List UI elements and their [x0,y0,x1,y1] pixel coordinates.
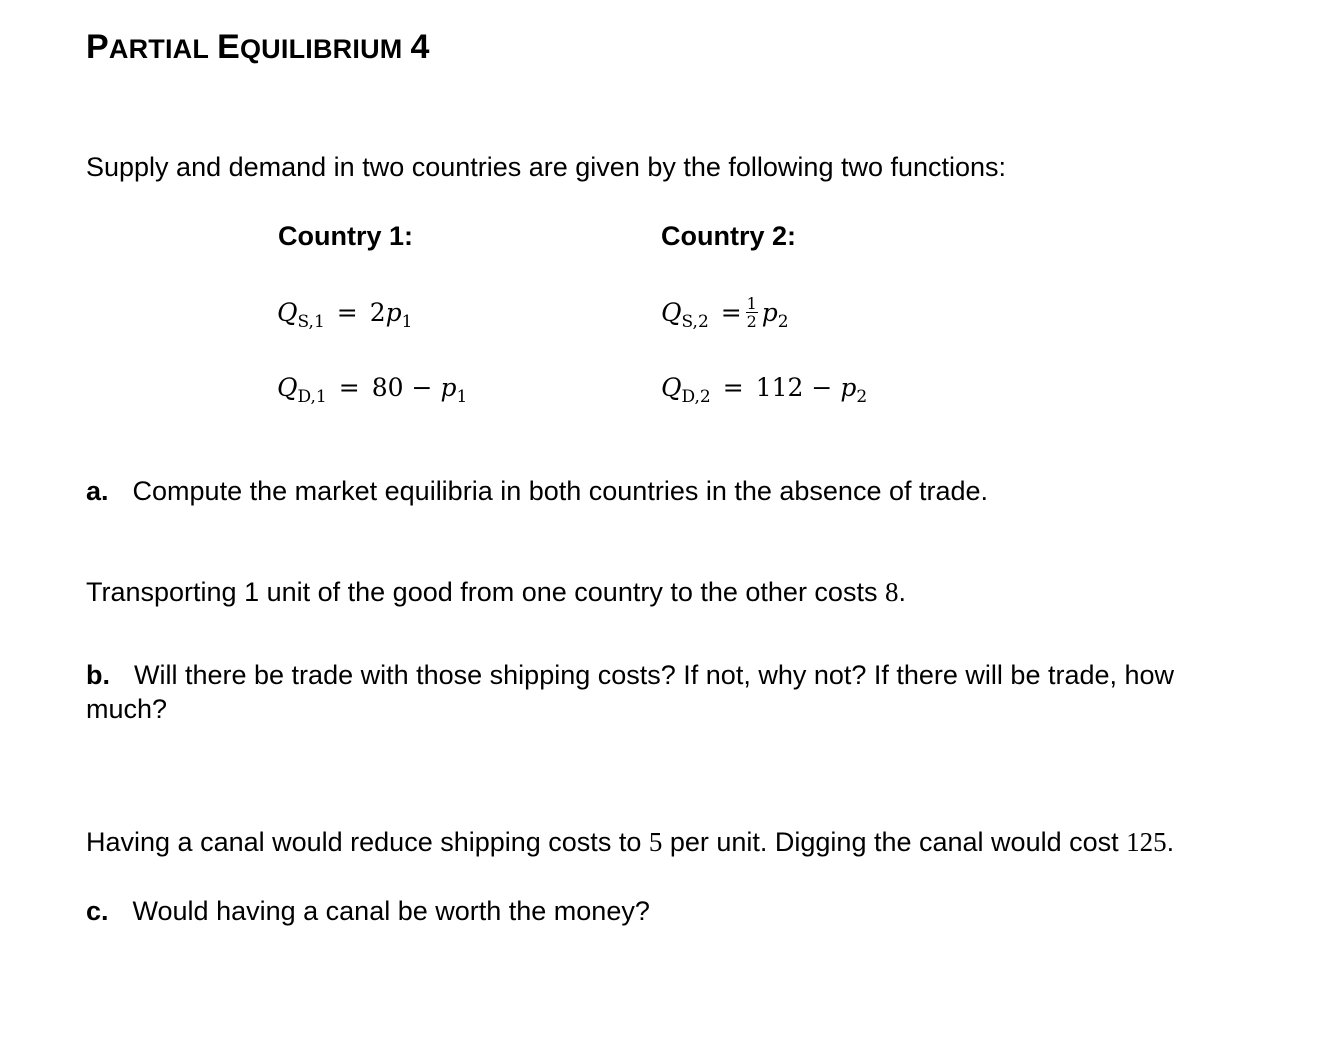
canal-text: Having a canal would reduce shipping costs to 5 per unit. Digging the canal would cost 125. [86,827,1175,857]
country2-demand-equation: $Q_{D,2} = 112 - p_2$ [661,373,868,407]
question-c: c. Would having a canal be worth the money? [86,896,650,926]
question-a: a. Compute the market equilibria in both countries in the absence of trade. [86,476,989,506]
fraction-one-half: $\frac{1}{2}$ [746,294,757,331]
page-title: PARTIAL EQUILIBRIUM 4 [86,28,430,66]
question-b-continuation: much? [86,694,168,724]
question-b: b. Will there be trade with those shipping costs? If not, why not? If there will be trade, how [86,660,1175,690]
intro-text: Supply and demand in two countries are given by the following two functions: [86,152,1007,182]
country1-heading: Country 1: [278,221,413,251]
country2-supply-equation: $Q_{S,2}$ = $\frac{1}{2}$ $p_2$ [661,294,789,332]
transport-cost-text: Transporting 1 unit of the good from one country to the other costs 8. [86,577,906,607]
country2-heading: Country 2: [661,221,796,251]
country1-supply-equation: $Q_{S,1} = 2p_1$ [277,298,413,332]
country1-demand-equation: $Q_{D,1} = 80 - p_1$ [277,373,468,407]
